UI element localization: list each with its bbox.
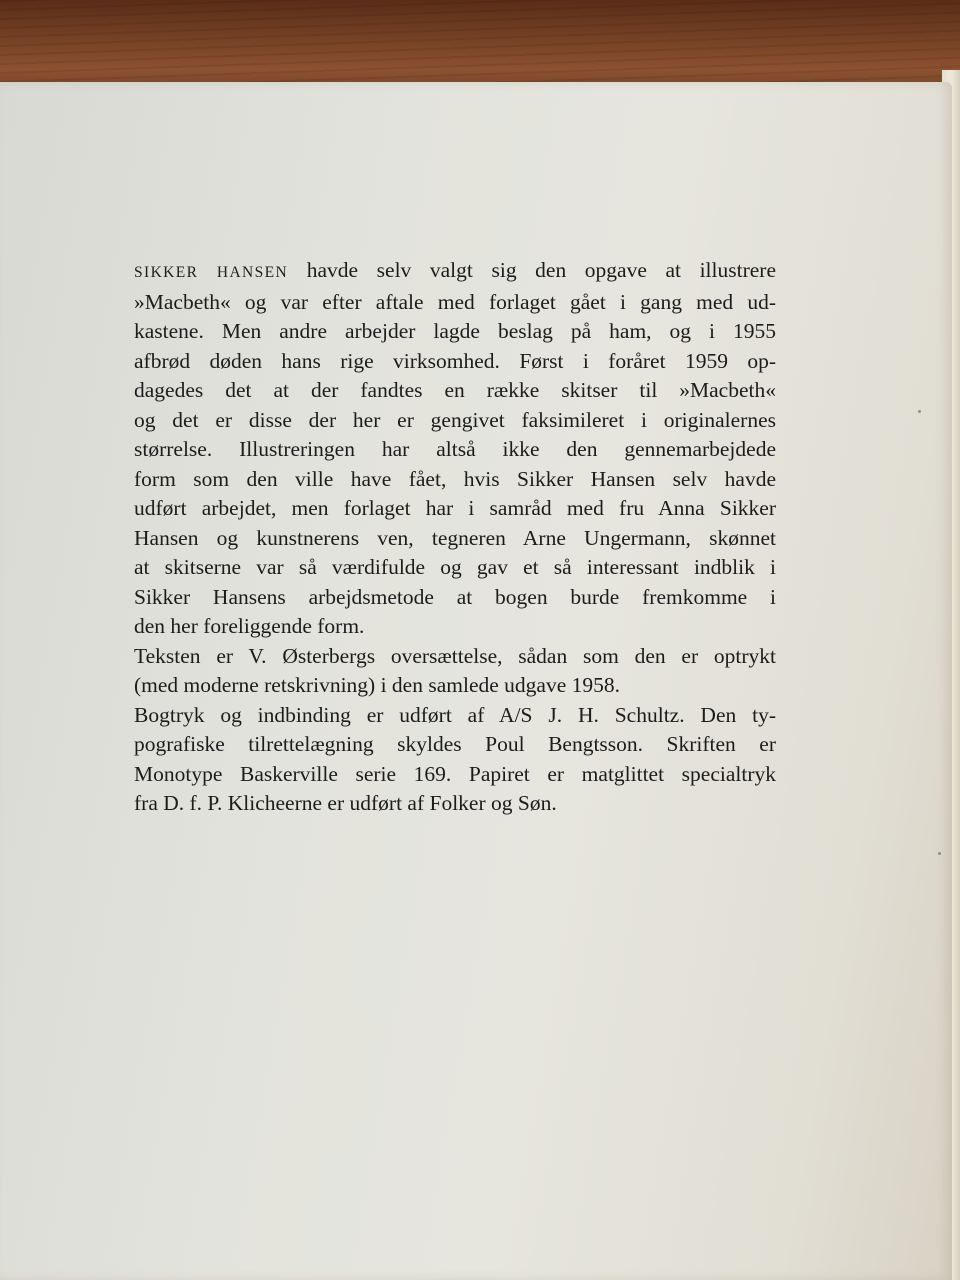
text-line: størrelse. Illustreringen har altså ikke den gennemarbejdede	[134, 437, 776, 461]
text-line-content: havde selv valgt sig den opgave at illustrere	[288, 258, 776, 282]
text-line: den her foreliggende form.	[134, 614, 365, 638]
text-line: pografiske tilrettelægning skyldes Poul Bengtsson. Skriften er	[134, 732, 776, 756]
text-line: at skitserne var så værdifulde og gav et så interessant indblik i	[134, 555, 776, 579]
text-line: og det er disse der her er gengivet faksimileret i originalernes	[134, 407, 776, 432]
text-line: Teksten er V. Østerbergs oversættelse, sådan som den er optrykt	[134, 643, 776, 668]
text-line: afbrød døden hans rige virksomhed. Først i foråret 1959 op-	[134, 348, 776, 373]
text-line	[134, 256, 776, 288]
text-line: udført arbejdet, men forlaget har i samråd med fru Anna Sikker	[134, 496, 776, 520]
text-line: (med moderne retskrivning) i den samlede udgave 1958.	[134, 673, 620, 697]
paragraph-2	[134, 642, 776, 701]
author-name-smallcaps: SIKKER HANSEN	[134, 264, 289, 281]
text-line: Bogtryk og indbinding er udført af A/S J. H. Schultz. Den ty-	[134, 702, 776, 727]
text-line: fra D. f. P. Klicheerne er udført af Folker og Søn.	[134, 791, 557, 815]
paragraph-3	[134, 701, 776, 819]
text-line: Sikker Hansens arbejdsmetode at bogen burde fremkomme i	[134, 584, 776, 609]
text-line: kastene. Men andre arbejder lagde beslag på ham, og i 1955	[134, 319, 776, 343]
text-line: Monotype Baskerville serie 169. Papiret er matglittet specialtryk	[134, 761, 776, 786]
text-line: Hansen og kunstnerens ven, tegneren Arne Ungermann, skønnet	[134, 525, 776, 550]
colophon-text	[134, 256, 776, 819]
paper-speck	[938, 852, 941, 855]
paper-speck	[918, 410, 921, 413]
paragraph-1	[134, 256, 776, 642]
text-line: form som den ville have fået, hvis Sikker Hansen selv havde	[134, 466, 776, 491]
text-line: dagedes det at der fandtes en række skitser til »Macbeth«	[134, 378, 776, 402]
text-line: »Macbeth« og var efter aftale med forlaget gået i gang med ud-	[134, 289, 776, 314]
